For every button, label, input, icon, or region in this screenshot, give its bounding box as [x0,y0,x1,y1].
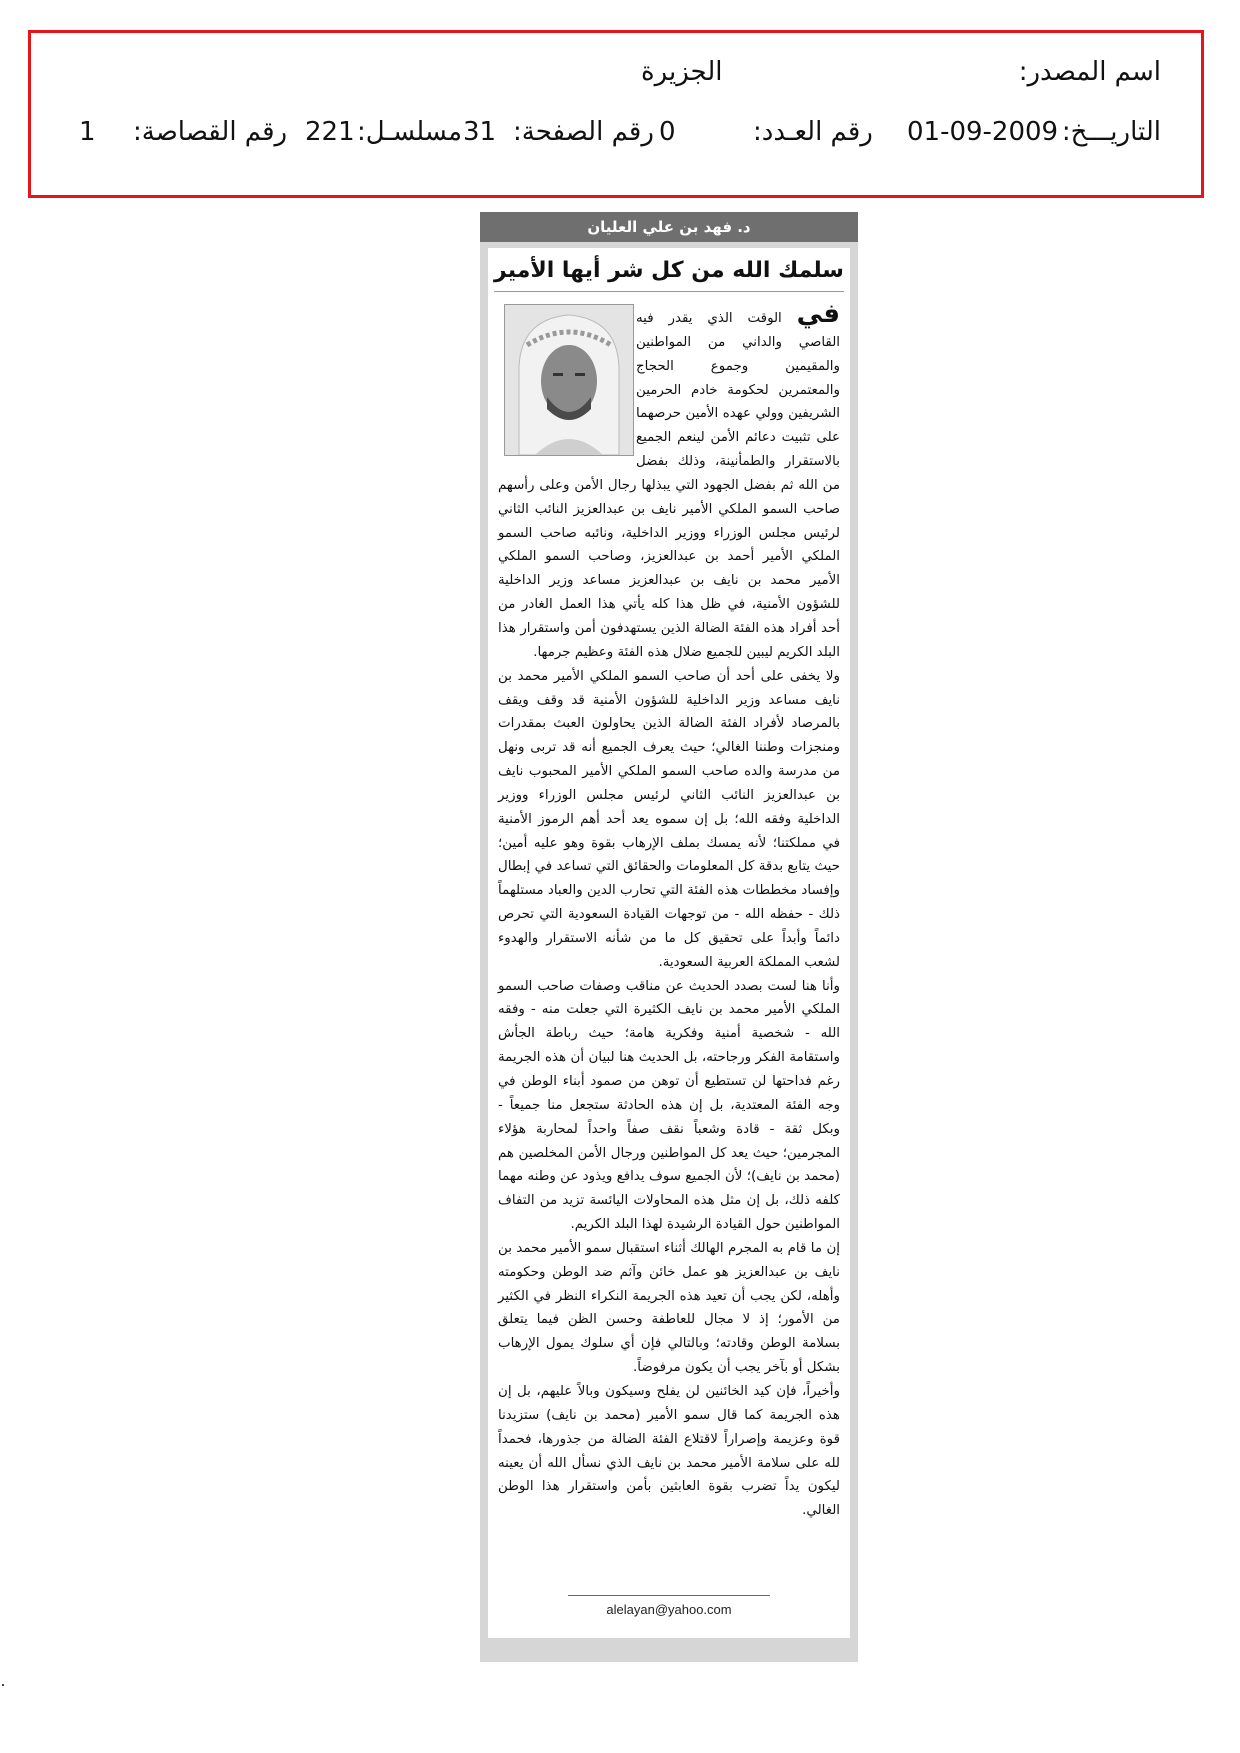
page-label: رقم الصفحة: [513,117,654,147]
scan-speck [2,1684,4,1686]
clipping-header [28,30,1204,198]
article-body [488,299,850,1523]
clipping-label: رقم القصاصة: [133,117,288,147]
date-label: التاريـــخ: [1061,117,1161,147]
serial-label: مسلسـل: [357,117,462,147]
article-headline: سلمك الله من كل شر أيها الأمير [494,248,844,292]
drop-cap-word: في [796,299,840,329]
article-paragraph: في الوقت الذي يقدر فيه القاصي والداني من المواطنين والمقيمين وجموع الحجاج والمعتمرين لحكومة خادم الحرمين الشريفين وولي عهده الأمين حرصهما على تثبيت دعائم الأمن لينعم الجميع بالاستقرار والطمأنينة، وذلك بفضل من الله ثم بفضل الجهود التي يبذلها رجال الأمن وعلى رأسهم صاحب السمو الملكي الأمير نايف بن عبدالعزيز النائب الثاني لرئيس مجلس الوزراء ووزير الداخلية، ونائبه صاحب السمو الملكي الأمير أحمد بن عبدالعزيز، وصاحب السمو الملكي الأمير محمد بن نايف بن عبدالعزيز مساعد وزير الداخلية للشؤون الأمنية، في ظل هذا كله يأتي هذا العمل الغادر من أحد أفراد هذه الفئة الضالة الذين يستهدفون أمن واستقرار هذا البلد الكريم ليبين للجميع ضلال هذه الفئة وعظيم جرمها. [498,299,840,660]
article-clipping [480,212,858,1662]
author-photo [504,304,634,456]
serial-value: 221 [305,117,355,147]
author-byline: د. فهد بن علي العليان [480,212,858,242]
article-paragraph: وأنا هنا لست بصدد الحديث عن مناقب وصفات صاحب السمو الملكي الأمير محمد بن نايف الكثيرة التي جعلت منه - وفقه الله - شخصية أمنية وفكرية هامة؛ حيث رباطة الجأش واستقامة الفكر ورجاحته، بل الحديث هنا لبيان أن هذه الجريمة رغم فداحتها لن تستطيع أن توهن من صمود أبناء الوطن في وجه الفئة المعتدية، بل إن هذه الحادثة ستجعل منا جميعاً - وبكل ثقة - قادة وشعباً نقف صفاً واحداً لمحاربة هؤلاء المجرمين؛ حيث يعد كل المواطنين ورجال الأمن المخلصين هم (محمد بن نايف)؛ لأن الجميع سوف يدافع ويذود عن وطنه مهما كلفه ذلك، بل إن مثل هذه المحاولات اليائسة تزيد من التفاف المواطنين حول القيادة الرشيدة لهذا البلد الكريم. [498,978,840,1233]
article-paragraph: ولا يخفى على أحد أن صاحب السمو الملكي الأمير محمد بن نايف مساعد وزير الداخلية للشؤون الأمنية قد وقف ويقف بالمرصاد لأفراد الفئة الضالة الذين يحاولون العبث بمقدرات ومنجزات وطننا الغالي؛ حيث يعرف الجميع أنه قد تربى ونهل من مدرسة والده صاحب السمو الملكي الأمير المحبوب نايف بن عبدالعزيز النائب الثاني لرئيس مجلس الوزراء ووزير الداخلية وفقه الله؛ بل إن سموه يعد أحد أهم الرموز الأمنية في مملكتنا؛ لأنه يمسك بملف الإرهاب بقوة وهو عليه أمين؛ حيث يتابع بدقة كل المعلومات والحقائق التي تساعد في إبطال وإفساد مخططات هذه الفئة التي تحارب الدين والعباد مستلهماً ذلك - حفظه الله - من توجهات القيادة السعودية التي تحرص دائماً وأبداً على تحقيق كل ما من شأنه الاستقرار والهدوء لشعب المملكة العربية السعودية. [498,668,840,970]
date-value: 01-09-2009 [907,117,1059,147]
source-label: اسم المصدر: [1018,57,1161,87]
signature-divider [568,1595,770,1596]
clipping-value: 1 [79,117,96,147]
article-frame [488,248,850,1638]
article-paragraph: إن ما قام به المجرم الهالك أثناء استقبال سمو الأمير محمد بن نايف بن عبدالعزيز هو عمل خائن وآثم ضد الوطن وحكومته وأهله، لكن يجب أن تعيد هذه الجريمة النكراء النظر في الكثير من الأمور؛ إذ لا مجال للعاطفة وحسن الظن فيما يتعلق بسلامة الوطن وقادته؛ وبالتالي فإن أي سلوك يمول الإرهاب بشكل أو بآخر يجب أن يكون مرفوضاً. [498,1240,840,1376]
issue-value: 0 [659,117,676,147]
issue-label: رقم العـدد: [753,117,873,147]
source-value: الجزيرة [641,57,723,87]
page-value: 31 [463,117,497,147]
author-portrait-image [505,305,633,455]
author-email: alelayan@yahoo.com [606,1602,732,1617]
article-paragraph: وأخيراً، فإن كيد الخائنين لن يفلح وسيكون وبالاً عليهم، بل إن هذه الجريمة كما قال سمو الأمير (محمد بن نايف) ستزيدنا قوة وعزيمة وإصراراً لاقتلاع الفئة الضالة من جذورها، فحمداً لله على سلامة الأمير محمد بن نايف الذي نسأل الله أن يعينه ليكون يداً تضرب بقوة العابثين بأمن واستقرار هذا الوطن الغالي. [498,1383,840,1519]
